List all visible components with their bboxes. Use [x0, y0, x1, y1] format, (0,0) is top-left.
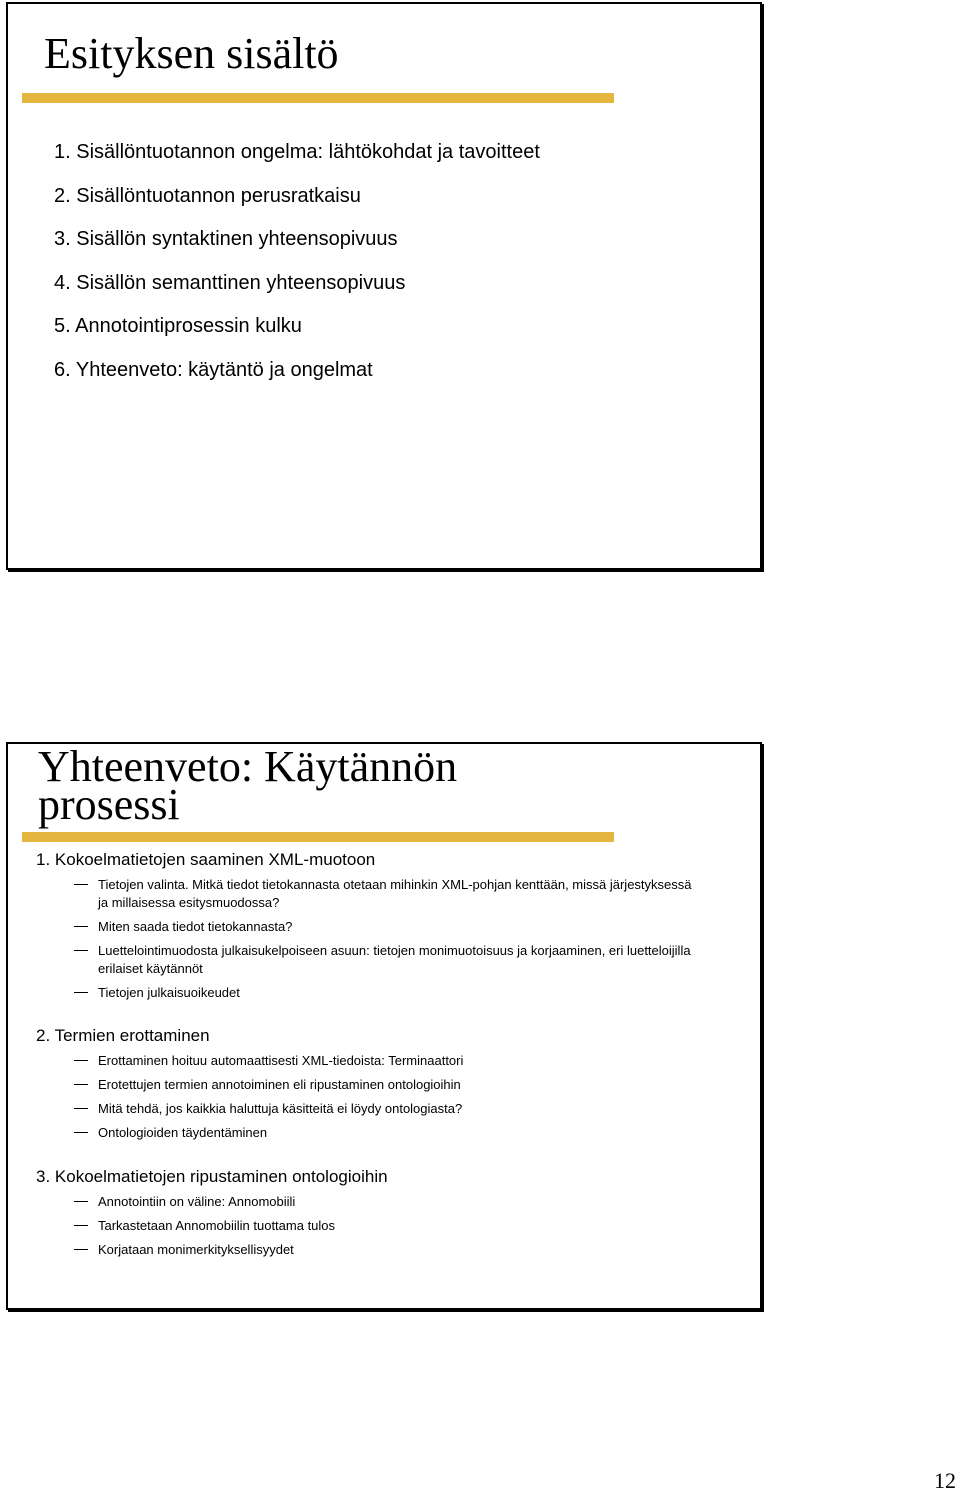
page-number: 12 — [934, 1468, 956, 1493]
slide-title — [38, 742, 678, 829]
list-item-text: Tietojen valinta. Mitkä tiedot tietokannasta otetaan mihinkin XML-pohjan kenttään, missä järjestyksessä ja millaisessa esitysmuodossa? — [98, 877, 692, 910]
dash-bullet — [74, 1084, 88, 1085]
list-item-text: Erotettujen termien annotoiminen eli ripustaminen ontologioihin — [98, 1077, 461, 1092]
slide-title-line1: Yhteenveto: Käytännön — [38, 742, 458, 791]
list-item-text: Tarkastetaan Annomobiilin tuottama tulos — [98, 1218, 336, 1233]
list-item — [36, 984, 698, 1002]
list-item — [36, 1100, 698, 1118]
list-item — [36, 1217, 698, 1235]
list-item-text: Annotointiin on väline: Annomobiili — [98, 1194, 296, 1209]
list-item — [36, 942, 698, 978]
list-item — [36, 1052, 698, 1070]
title-underline — [22, 832, 614, 842]
list-item-text: Miten saada tiedot tietokannasta? — [98, 919, 293, 934]
slide-title-line2: prosessi — [38, 780, 180, 829]
slide-1 — [6, 2, 762, 570]
section-heading: 3. Kokoelmatietojen ripustaminen ontologioihin — [36, 1167, 388, 1186]
dash-bullet — [74, 1201, 88, 1202]
section-items — [36, 1052, 698, 1142]
toc-item: 4. Sisällön semanttinen yhteensopivuus — [54, 271, 406, 294]
section-2 — [36, 1026, 698, 1142]
dash-bullet — [74, 1225, 88, 1226]
section-items — [36, 1193, 698, 1259]
dash-bullet — [74, 1132, 88, 1133]
list-item — [36, 1241, 698, 1259]
slide-title: Esityksen sisältö — [44, 29, 339, 78]
list-item-text: Mitä tehdä, jos kaikkia haluttuja käsitteitä ei löydy ontologiasta? — [98, 1101, 463, 1116]
section-3 — [36, 1167, 698, 1259]
dash-bullet — [74, 884, 88, 885]
section-1 — [36, 850, 698, 1002]
list-item — [36, 1193, 698, 1211]
section-items — [36, 876, 698, 1002]
toc-item: 3. Sisällön syntaktinen yhteensopivuus — [54, 228, 398, 251]
list-item-text: Ontologioiden täydentäminen — [98, 1125, 268, 1140]
list-item — [36, 876, 698, 912]
list-item — [36, 918, 698, 936]
dash-bullet — [74, 992, 88, 993]
dash-bullet — [74, 1108, 88, 1109]
slide-2 — [6, 742, 762, 1310]
dash-bullet — [74, 950, 88, 951]
toc-item: 1. Sisällöntuotannon ongelma: lähtökohdat ja tavoitteet — [54, 141, 540, 163]
toc-item: 5. Annotointiprosessin kulku — [54, 315, 302, 338]
list-item-text: Tietojen julkaisuoikeudet — [98, 985, 240, 1000]
list-item-text: Luettelointimuodosta julkaisukelpoiseen asuun: tietojen monimuotoisuus ja korjaaminen, eri luetteloijilla erilaiset käytännöt — [98, 943, 691, 976]
title-underline — [22, 93, 614, 103]
dash-bullet — [74, 1060, 88, 1061]
toc-item: 2. Sisällöntuotannon perusratkaisu — [54, 184, 361, 207]
dash-bullet — [74, 1249, 88, 1250]
list-item — [36, 1124, 698, 1142]
section-heading: 1. Kokoelmatietojen saaminen XML-muotoon — [36, 850, 376, 869]
section-heading: 2. Termien erottaminen — [36, 1026, 210, 1045]
list-item-text: Korjataan monimerkityksellisyydet — [98, 1242, 294, 1257]
dash-bullet — [74, 926, 88, 927]
list-item-text: Erottaminen hoituu automaattisesti XML-tiedoista: Terminaattori — [98, 1053, 464, 1068]
table-of-contents — [54, 140, 540, 402]
list-item — [36, 1076, 698, 1094]
toc-item: 6. Yhteenveto: käytäntö ja ongelmat — [54, 358, 373, 381]
